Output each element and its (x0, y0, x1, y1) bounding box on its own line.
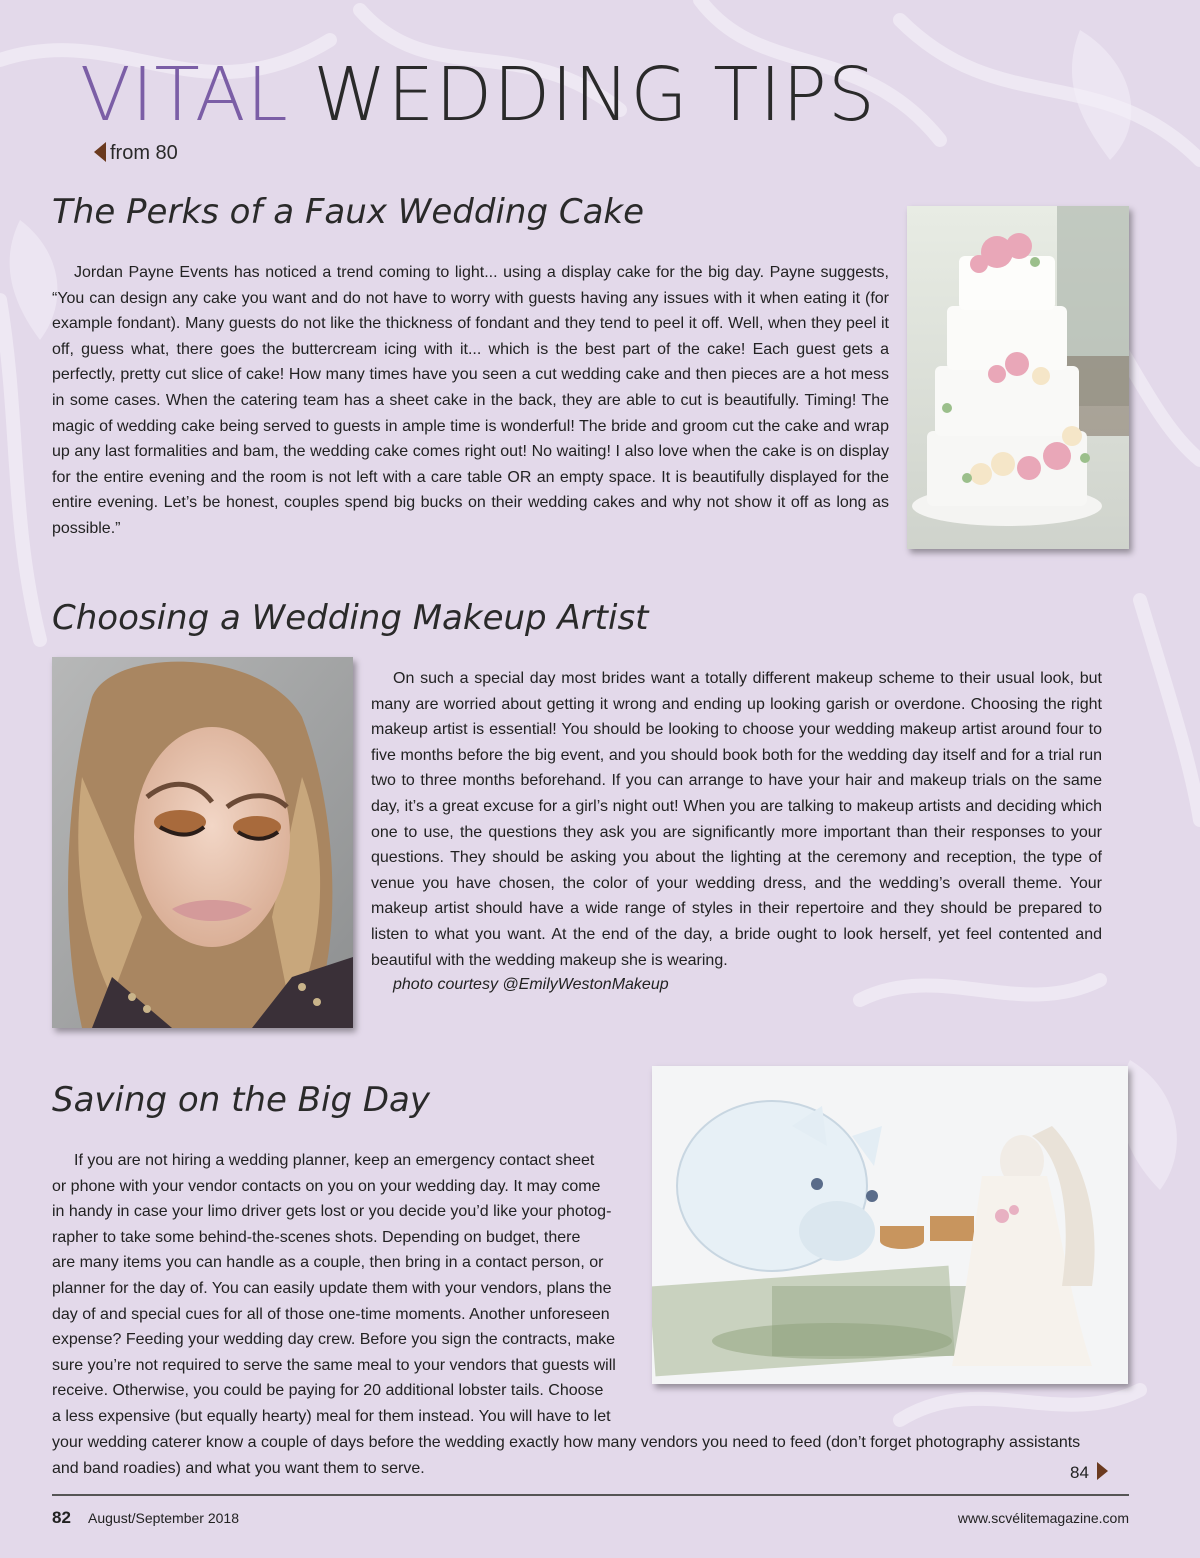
text-line: or phone with your vendor contacts on you on your wedding day. It may come (52, 1177, 601, 1195)
wedding-cake-photo (907, 206, 1129, 549)
page-title (80, 52, 876, 138)
paragraph: On such a special day most brides want a totally different makeup scheme to their usual look, but many are worried about getting it wrong and ending up looking garish or overdone. Choosing the right makeup artist is essential! You should be looking to choose your wedding makeup artist around four to five months before the big event, and you should book both for the wedding day itself and for a trial run two to three months beforehand. If you can arrange to have your hair and makeup trials on the same day, it’s a great excuse for a girl’s night out! When you are talking to makeup artists and deciding which one to use, the questions they ask you are significantly more important than their responses to your questions. They should be asking you about the lighting at the ceremony and reception, the type of venue you have chosen, the color of your wedding dress, and the wedding’s overall theme. Your makeup artist should have a wide range of styles in their repertoire and they should be prepared to listen to what you want. At the end of the day, a bride ought to look herself, yet feel contented and beautiful with the wedding makeup she is wearing. (371, 670, 1102, 969)
text-line: sure you’re not required to serve the same meal to your vendors that guests will (52, 1356, 616, 1374)
text-line: a less expensive (but equally hearty) meal for them instead. You will have to let (52, 1407, 611, 1425)
section-body-makeup (371, 666, 1102, 973)
text-line: are many items you can handle as a couple, then bring in a contact person, or (52, 1254, 604, 1272)
text-line: planner for the day of. You can easily update them with your vendors, plans the (52, 1279, 612, 1297)
footer-divider (52, 1494, 1129, 1496)
page-number: 82 (52, 1508, 71, 1527)
section-heading-makeup: Choosing a Wedding Makeup Artist (52, 598, 649, 638)
text-line: If you are not hiring a wedding planner, keep an emergency contact sheet (74, 1152, 595, 1169)
continues-on (1070, 1462, 1108, 1483)
text-line: in handy in case your limo driver gets lost or you decide you’d like your photog- (52, 1203, 612, 1221)
photo-caption: photo courtesy @EmilyWestonMakeup (393, 976, 669, 993)
continues-on-label: 84 (1070, 1463, 1089, 1482)
section-heading-faux-cake: The Perks of a Faux Wedding Cake (52, 192, 645, 232)
issue-date: August/September 2018 (88, 1510, 239, 1526)
text-line: receive. Otherwise, you could be paying for 20 additional lobster tails. Choose (52, 1382, 604, 1400)
continued-from (94, 142, 178, 165)
section-heading-saving: Saving on the Big Day (52, 1080, 430, 1120)
text-line: your wedding caterer know a couple of days before the wedding exactly how many vendors you need to feed (don’t forget photography assistants and band roadies) and what you want them to serve. (52, 1434, 1081, 1477)
page-title-accent: VITAL (80, 52, 289, 138)
text-line: rapher to take some behind-the-scenes shots. Depending on budget, there (52, 1228, 581, 1246)
arrow-right-icon (1097, 1462, 1108, 1480)
bride-makeup-photo (52, 657, 353, 1028)
magazine-website: www.scvélitemagazine.com (957, 1510, 1129, 1526)
section-body-saving-tail (52, 1430, 1129, 1481)
paragraph: Jordan Payne Events has noticed a trend coming to light... using a display cake for the big day. Payne suggests, “You can design any cake you want and do not have to worry with guests having any issues with it when eating it (for example fondant). Many guests do not like the thickness of fondant and they tend to peel it off. Well, when they peel it off, guess what, there goes the buttercream icing with it... which is the best part of the cake! Each guest gets a perfectly, pretty cut slice of cake! How many times have you seen a cut wedding cake and then pieces are a hot mess in some cases. When the catering team has a sheet cake in the back, they are able to cut is beautifully. Timing! The magic of wedding cake being served to guests in ample time is wonderful! The bride and groom cut the cake and wrap up any last formalities and bam, the wedding cake comes right out! No waiting! I also love when the cake is on display for the entire evening and the room is not left with a care table OR an empty space. It is beautifully displayed for the entire evening. Let’s be honest, couples spend big bucks on their wedding cakes and why not show it off as long as possible.” (52, 264, 889, 537)
text-line: expense? Feeding your wedding day crew. Before you sign the contracts, make (52, 1331, 615, 1349)
continued-from-label: from 80 (110, 142, 178, 164)
section-body-saving (52, 1148, 626, 1430)
page-title-rest: WEDDING TIPS (288, 52, 876, 138)
text-line: day of and special cues for all of those one-time moments. Another unforeseen (52, 1305, 610, 1323)
piggy-bank-photo (652, 1066, 1128, 1384)
arrow-left-icon (94, 142, 106, 162)
section-body-faux-cake (52, 260, 889, 542)
